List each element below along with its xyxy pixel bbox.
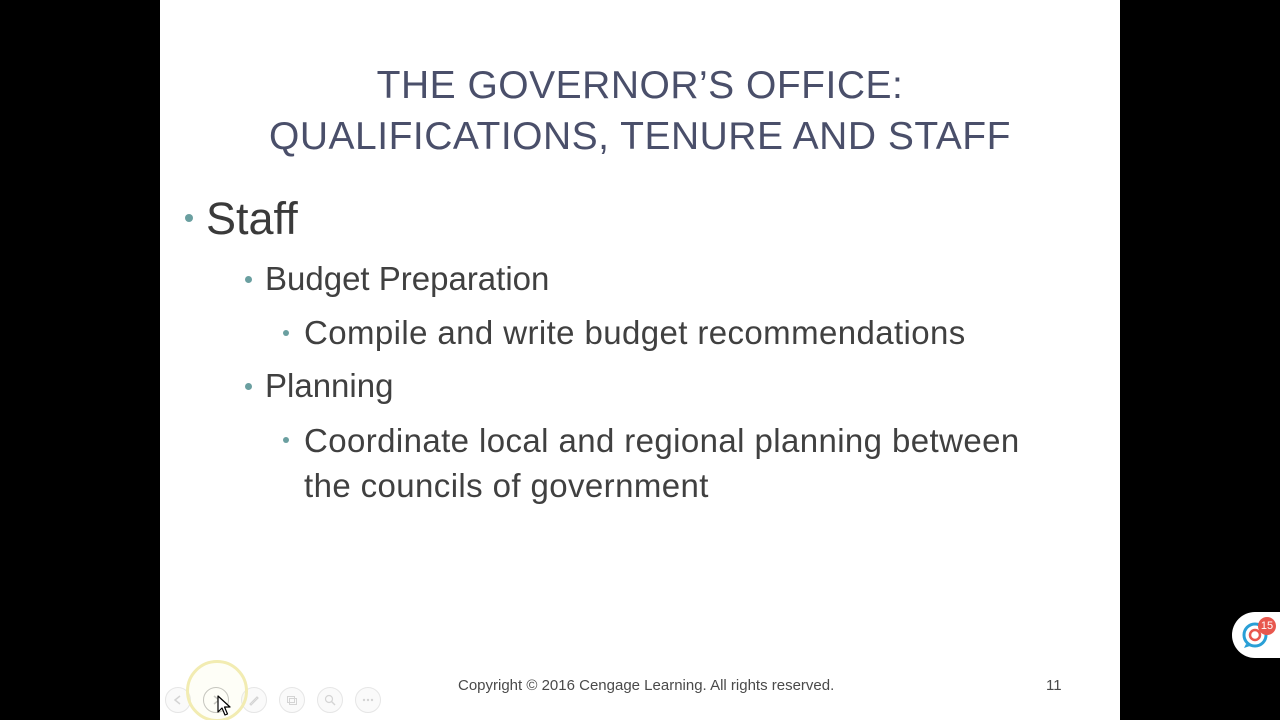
bullet-dot-icon [185, 214, 193, 222]
bullet-coordinate-planning-line-1: Coordinate local and regional planning between [304, 422, 1020, 459]
see-all-slides-button[interactable] [279, 687, 305, 713]
slides-icon [286, 694, 298, 706]
bullet-dot-icon [245, 383, 252, 390]
bullet-budget-preparation: Budget Preparation [265, 260, 550, 297]
bullet-dot-icon [245, 276, 252, 283]
bullet-compile-budget: Compile and write budget recommendations [304, 314, 966, 351]
more-options-button[interactable] [355, 687, 381, 713]
slide [160, 0, 1120, 720]
slide-title-line-1: THE GOVERNOR’S OFFICE: [376, 64, 904, 107]
bullet-staff: Staff [206, 193, 298, 244]
bullet-dot-icon [283, 330, 289, 336]
bullet-coordinate-planning-line-2: the councils of government [304, 467, 709, 504]
bullet-dot-icon [283, 437, 289, 443]
more-icon [361, 694, 375, 706]
slide-title [160, 60, 1120, 162]
slide-title-line-2: QUALIFICATIONS, TENURE AND STAFF [269, 115, 1011, 158]
slide-number: 11 [1046, 677, 1062, 694]
previous-icon [172, 694, 184, 706]
copyright-footer: Copyright © 2016 Cengage Learning. All rights reserved. [458, 677, 835, 694]
zoom-icon [324, 694, 336, 706]
notification-badge: 15 [1258, 617, 1276, 635]
bullet-planning: Planning [265, 367, 394, 404]
pen-icon [248, 694, 260, 706]
zoom-button[interactable] [317, 687, 343, 713]
mouse-pointer-icon [217, 695, 231, 717]
